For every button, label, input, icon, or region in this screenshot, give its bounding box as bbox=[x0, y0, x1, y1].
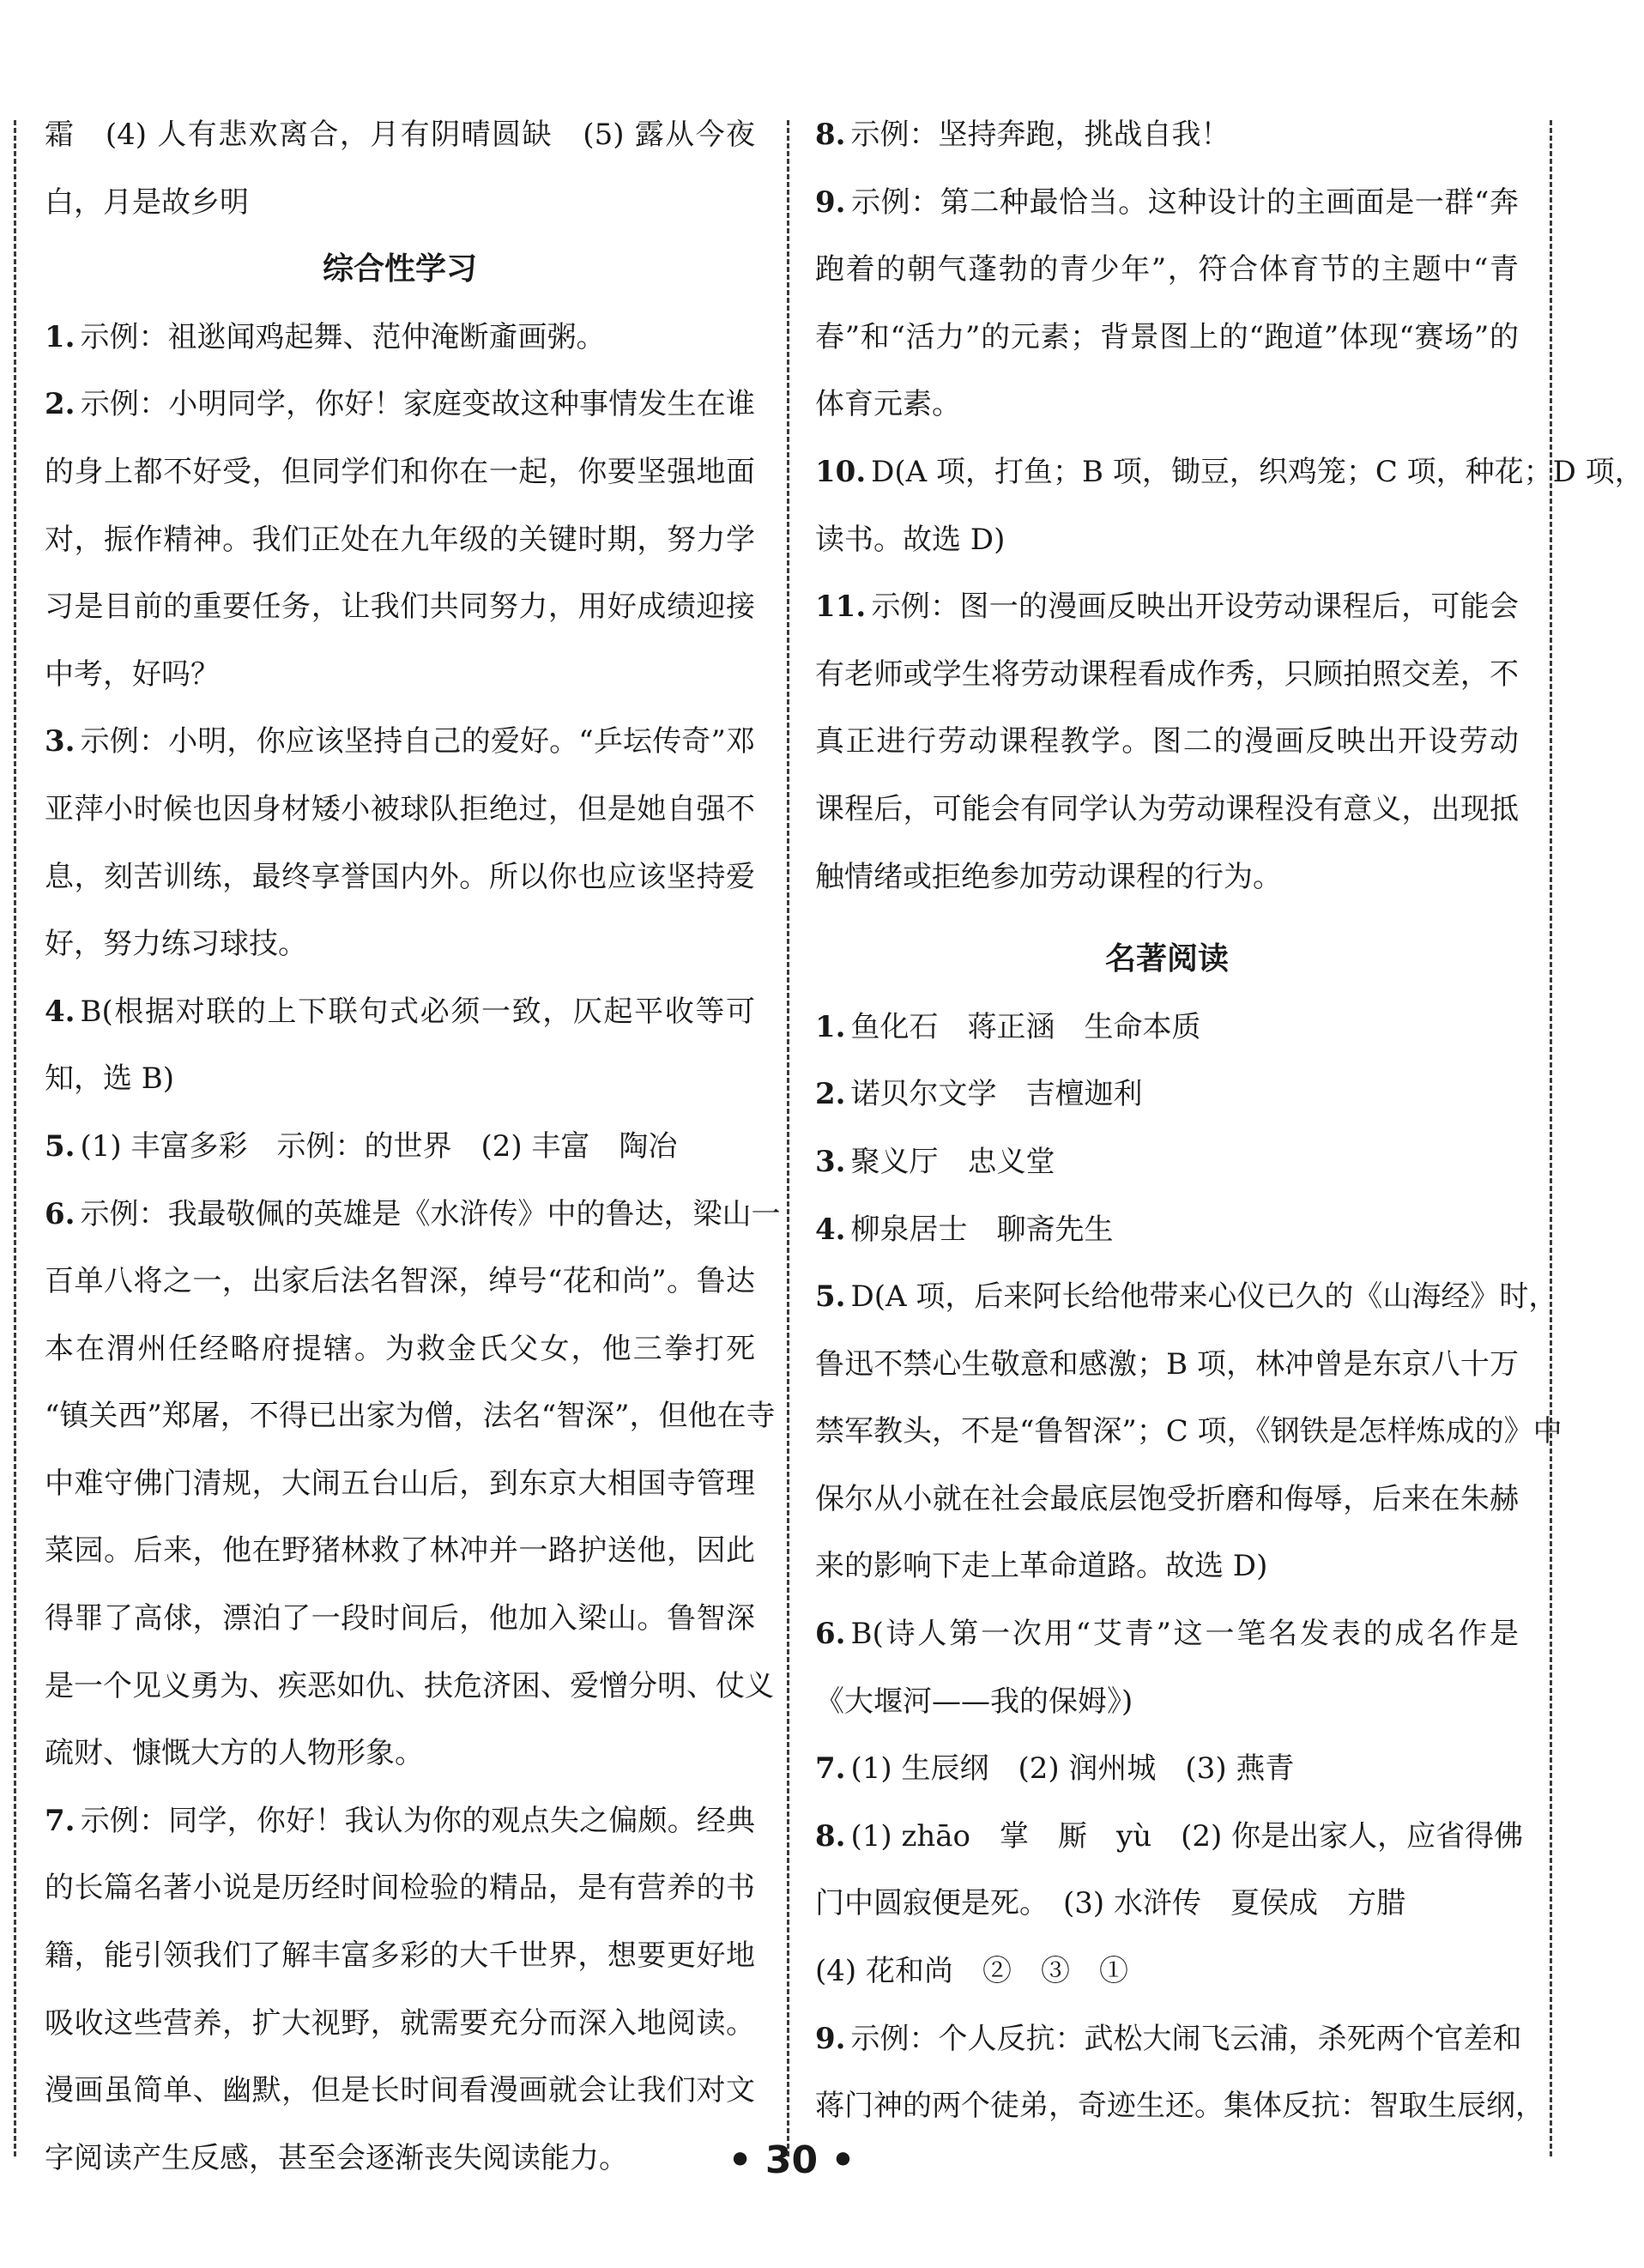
item-text: 示例：个人反抗：武松大闹飞云浦，杀死两个官差和 bbox=[850, 2021, 1522, 2056]
item-text: 示例：第二种最恰当。这种设计的主画面是一群“奔 bbox=[850, 184, 1519, 220]
page-number: • 30 • bbox=[728, 2138, 855, 2182]
item-text: 门中圆寂便是死。 (3) 水浒传 夏侯成 方腊 bbox=[815, 1886, 1405, 1921]
item-text: 有老师或学生将劳动课程看成作秀，只顾拍照交差，不 bbox=[815, 656, 1519, 692]
answer-item bbox=[815, 994, 1519, 1061]
answer-item bbox=[815, 1263, 1562, 1600]
item-text: 示例：坚持奔跑，挑战自我！ bbox=[850, 118, 1230, 152]
item-text: 触情绪或拒绝参加劳动课程的行为。 bbox=[815, 859, 1282, 894]
item-number: 10. bbox=[815, 454, 867, 489]
item-text: 漫画虽简单、幽默，但是长时间看漫画就会让我们对文 bbox=[45, 2073, 755, 2108]
intro-line: 霜 (4) 人有悲欢离合，月有阴晴圆缺 (5) 露从今夜 bbox=[45, 118, 755, 152]
item-text: 习是目前的重要任务，让我们共同努力，用好成绩迎接 bbox=[45, 590, 755, 625]
item-text: 息，刻苦训练，最终享誉国内外。所以你也应该坚持爱 bbox=[45, 859, 755, 894]
item-number: 11. bbox=[815, 590, 867, 625]
item-text: 读书。故选 D) bbox=[815, 522, 1006, 557]
answer-item bbox=[815, 1600, 1519, 1735]
item-text: (1) 生辰纲 (2) 润州城 (3) 燕青 bbox=[850, 1751, 1295, 1787]
item-number: 1. bbox=[815, 1009, 846, 1044]
item-text: 来的影响下走上革命道路。故选 D) bbox=[815, 1549, 1268, 1584]
item-text: 示例：同学，你好！我认为你的观点失之偏颇。经典 bbox=[80, 1803, 755, 1838]
item-text: 诺贝尔文学 吉檀迦利 bbox=[850, 1077, 1143, 1112]
answer-item bbox=[815, 1061, 1519, 1128]
item-number: 8. bbox=[815, 1818, 846, 1854]
item-text: D(A 项，后来阿长给他带来心仪已久的《山海经》时， bbox=[850, 1279, 1558, 1315]
item-text: 的长篇名著小说是历经时间检验的精品，是有营养的书 bbox=[45, 1871, 755, 1906]
answer-item bbox=[815, 1128, 1519, 1196]
intro-line: 白，月是故乡明 bbox=[45, 184, 249, 220]
item-text: 是一个见义勇为、疾恶如仇、扶危济困、爱憎分明、仗义 bbox=[45, 1668, 774, 1703]
item-number: 6. bbox=[45, 1196, 76, 1231]
item-text: 本在渭州任经略府提辖。为救金氏父女，他三拳打死 bbox=[45, 1331, 755, 1366]
item-number: 2. bbox=[815, 1077, 846, 1112]
item-number: 9. bbox=[815, 2021, 846, 2056]
item-text: 鲁迅不禁心生敬意和感激；B 项，林冲曾是东京八十万 bbox=[815, 1346, 1519, 1382]
left-column bbox=[45, 101, 781, 2192]
section-heading-comprehensive-learning: 综合性学习 bbox=[322, 251, 477, 287]
item-text: 春”和“活力”的元素；背景图上的“跑道”体现“赛场”的 bbox=[815, 319, 1519, 354]
answer-item bbox=[45, 1113, 755, 1181]
item-number: 4. bbox=[815, 1212, 846, 1247]
item-text: 的身上都不好受，但同学们和你在一起，你要坚强地面 bbox=[45, 454, 755, 489]
item-text: 保尔从小就在社会最底层饱受折磨和侮辱，后来在朱赫 bbox=[815, 1481, 1519, 1516]
item-text: 《大堰河——我的保姆》) bbox=[815, 1684, 1133, 1719]
item-text: 蒋门神的两个徒弟，奇迹生还。集体反抗：智取生辰纲， bbox=[815, 2089, 1544, 2124]
answer-item bbox=[815, 101, 1519, 169]
item-text: 跑着的朝气蓬勃的青少年”，符合体育节的主题中“青 bbox=[815, 252, 1519, 287]
item-number: 4. bbox=[45, 994, 76, 1029]
item-text: 得罪了高俅，漂泊了一段时间后，他加入梁山。鲁智深 bbox=[45, 1601, 755, 1636]
item-text: 真正进行劳动课程教学。图二的漫画反映出开设劳动 bbox=[815, 724, 1519, 759]
item-text: D(A 项，打鱼；B 项，锄豆，织鸡笼；C 项，种花；D 项， bbox=[871, 454, 1644, 489]
section-heading-classic-reading: 名著阅读 bbox=[1104, 941, 1229, 977]
item-text: 菜园。后来，他在野猪林救了林冲并一路护送他，因此 bbox=[45, 1533, 755, 1569]
right-border-rule bbox=[1550, 120, 1552, 2156]
answer-item bbox=[815, 2005, 1544, 2140]
item-number: 6. bbox=[815, 1617, 846, 1652]
item-number: 1. bbox=[45, 319, 76, 354]
item-text: “镇关西”郑屠，不得已出家为僧，法名“智深”，但他在寺 bbox=[45, 1399, 776, 1434]
item-text: 百单八将之一，出家后法名智深，绰号“花和尚”。鲁达 bbox=[45, 1264, 755, 1299]
item-text: 示例：图一的漫画反映出开设劳动课程后，可能会 bbox=[871, 590, 1519, 625]
item-text: 中难守佛门清规，大闹五台山后，到东京大相国寺管理 bbox=[45, 1466, 755, 1501]
item-text: 籍，能引领我们了解丰富多彩的大千世界，想要更好地 bbox=[45, 1938, 755, 1974]
item-number: 7. bbox=[45, 1803, 76, 1838]
answer-item bbox=[45, 708, 755, 977]
item-text: 知，选 B) bbox=[45, 1061, 175, 1097]
item-text: 课程后，可能会有同学认为劳动课程没有意义，出现抵 bbox=[815, 791, 1519, 826]
answer-item bbox=[45, 304, 755, 372]
item-text: 鱼化石 蒋正涵 生命本质 bbox=[850, 1009, 1201, 1044]
item-number: 5. bbox=[45, 1128, 76, 1164]
item-number: 3. bbox=[815, 1144, 846, 1179]
item-number: 8. bbox=[815, 118, 846, 152]
item-number: 3. bbox=[45, 724, 76, 759]
item-text: 字阅读产生反感，甚至会逐渐丧失阅读能力。 bbox=[45, 2140, 628, 2175]
column-divider-rule bbox=[787, 120, 789, 2156]
item-text: 对，振作精神。我们正处在九年级的关键时期，努力学 bbox=[45, 522, 755, 557]
item-text: B(诗人第一次用“艾青”这一笔名发表的成名作是 bbox=[850, 1617, 1519, 1652]
item-text: B(根据对联的上下联句式必须一致，仄起平收等可 bbox=[80, 994, 755, 1029]
answer-item bbox=[45, 978, 755, 1113]
answer-item bbox=[815, 1803, 1524, 2005]
answer-item bbox=[815, 1196, 1519, 1264]
item-text: 示例：我最敬佩的英雄是《水浒传》中的鲁达，梁山一 bbox=[80, 1196, 781, 1231]
spacer bbox=[815, 910, 1519, 926]
answer-item bbox=[815, 1735, 1519, 1803]
left-border-rule bbox=[14, 120, 16, 2156]
item-text: 好，努力练习球技。 bbox=[45, 927, 307, 962]
item-text: 示例：小明同学，你好！家庭变故这种事情发生在谁 bbox=[80, 387, 755, 422]
item-text: (4) 花和尚 ② ③ ① bbox=[815, 1954, 1128, 1989]
item-text: 疏财、慷慨大方的人物形象。 bbox=[45, 1736, 424, 1771]
right-column bbox=[815, 101, 1644, 2140]
item-text: 禁军教头，不是“鲁智深”；C 项，《钢铁是怎样炼成的》中 bbox=[815, 1414, 1562, 1449]
answer-item bbox=[815, 438, 1644, 573]
item-text: 示例：小明，你应该坚持自己的爱好。“乒坛传奇”邓 bbox=[80, 724, 755, 759]
item-text: 聚义厅 忠义堂 bbox=[850, 1144, 1055, 1179]
answer-item bbox=[45, 1787, 755, 2192]
item-text: 吸收这些营养，扩大视野，就需要充分而深入地阅读。 bbox=[45, 2005, 755, 2041]
answer-item bbox=[45, 371, 755, 708]
item-text: 柳泉居士 聊斋先生 bbox=[850, 1212, 1114, 1247]
item-text: 体育元素。 bbox=[815, 387, 961, 422]
item-text: (1) zhāo 掌 厮 yù (2) 你是出家人，应省得佛 bbox=[850, 1818, 1524, 1854]
item-number: 5. bbox=[815, 1279, 846, 1315]
item-number: 2. bbox=[45, 387, 76, 422]
answer-item bbox=[45, 1181, 781, 1787]
item-text: 亚萍小时候也因身材矮小被球队拒绝过，但是她自强不 bbox=[45, 791, 755, 826]
item-number: 9. bbox=[815, 184, 846, 220]
item-number: 7. bbox=[815, 1751, 846, 1787]
answer-item bbox=[815, 169, 1519, 438]
item-text: 中考，好吗？ bbox=[45, 656, 220, 692]
answer-item bbox=[815, 573, 1519, 910]
item-text: 示例：祖逖闻鸡起舞、范仲淹断齑画粥。 bbox=[80, 319, 606, 354]
item-text: (1) 丰富多彩 示例：的世界 (2) 丰富 陶冶 bbox=[80, 1128, 678, 1164]
